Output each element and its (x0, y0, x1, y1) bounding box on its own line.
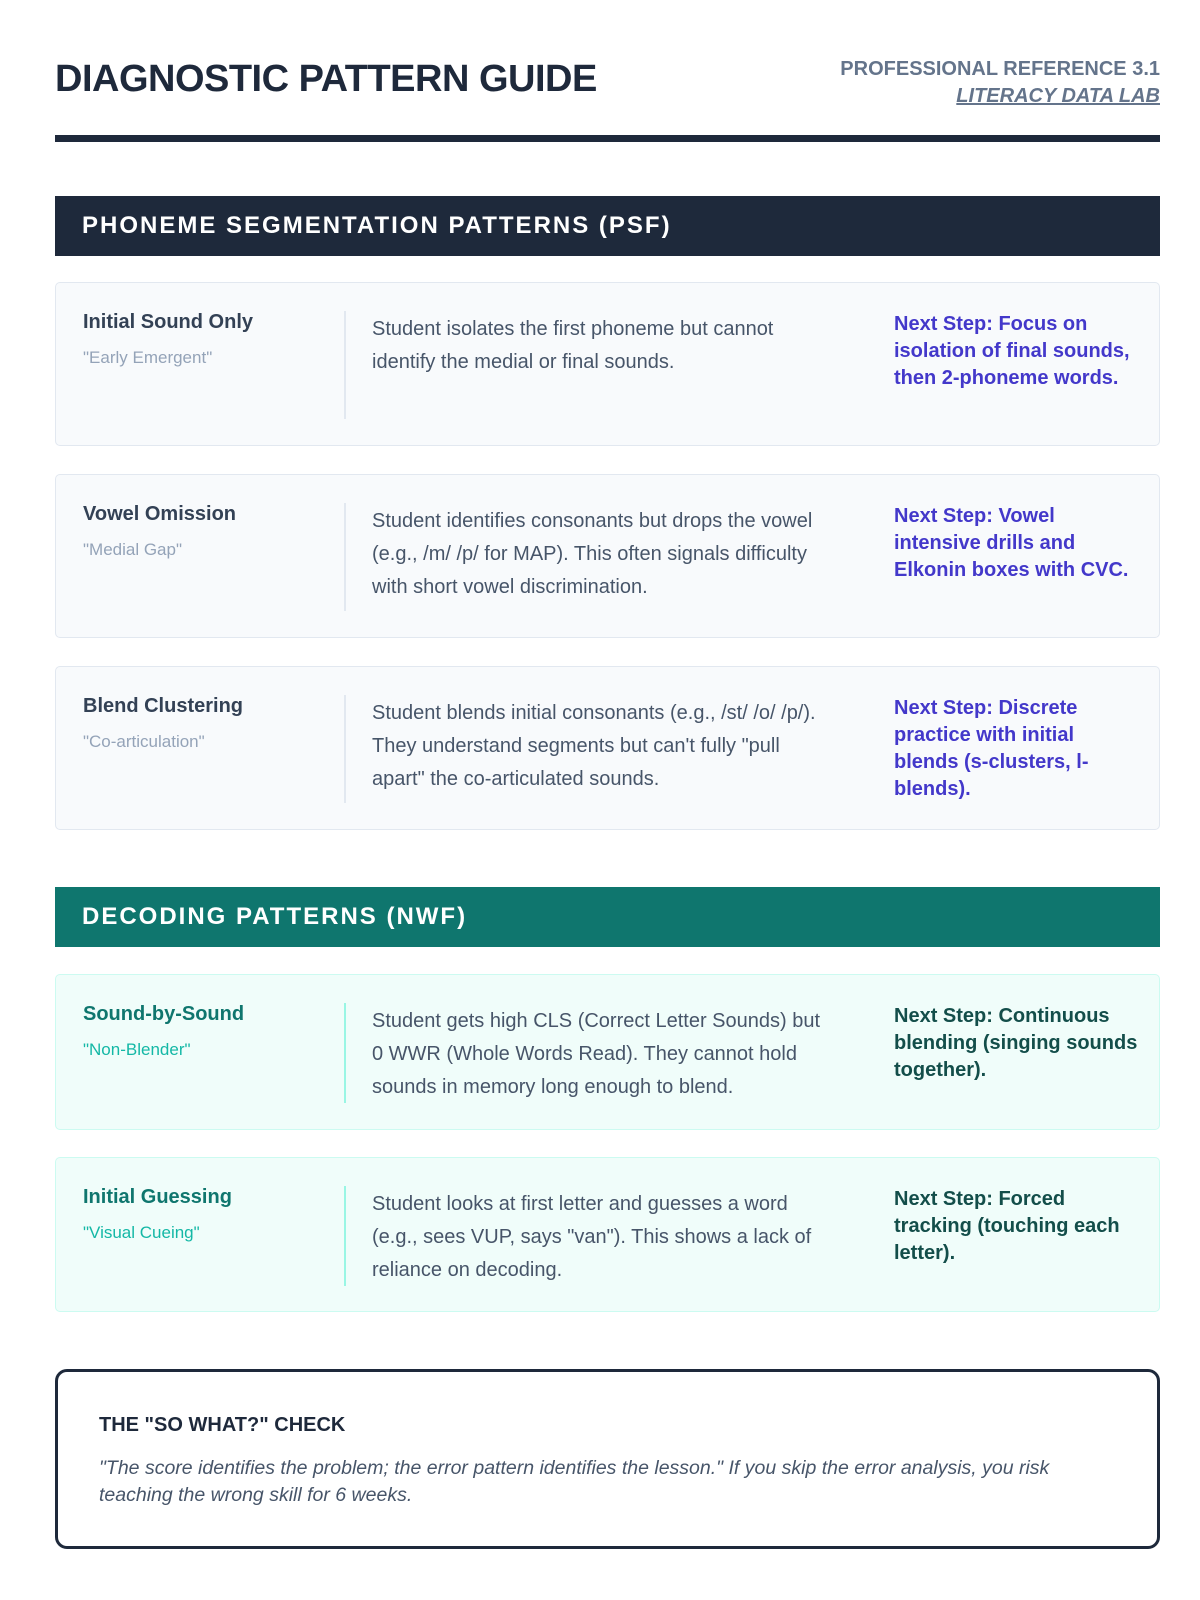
card-divider (344, 695, 346, 803)
callout-body: "The score identifies the problem; the error pattern identifies the lesson." If you skip the error analysis, you risk teaching the wrong skill for 6 weeks. (99, 1457, 1050, 1506)
section-heading-psf: PHONEME SEGMENTATION PATTERNS (PSF) (55, 196, 1160, 256)
pattern-name: Initial Sound Only (83, 311, 253, 333)
pattern-name: Vowel Omission (83, 503, 236, 525)
callout-heading: THE "SO WHAT?" CHECK (99, 1414, 346, 1436)
page-title: DIAGNOSTIC PATTERN GUIDE (55, 58, 597, 100)
pattern-alias: "Visual Cueing" (83, 1223, 200, 1242)
pattern-name: Initial Guessing (83, 1186, 232, 1208)
pattern-card (55, 282, 1160, 446)
so-what-callout (55, 1369, 1160, 1549)
pattern-description: Student gets high CLS (Correct Letter Sounds) but 0 WWR (Whole Words Read). They cannot hold sounds in memory long enough to blend. (372, 1010, 821, 1098)
pattern-card (55, 1157, 1160, 1312)
pattern-description: Student isolates the first phoneme but cannot identify the medial or final sounds. (372, 318, 774, 373)
section-heading-nwf: DECODING PATTERNS (NWF) (55, 887, 1160, 947)
pattern-next-step: Next Step: Discrete practice with initial blends (s-clusters, l-blends). (894, 697, 1089, 800)
reference-version: PROFESSIONAL REFERENCE 3.1 (840, 58, 1160, 80)
pattern-next-step: Next Step: Continuous blending (singing sounds together). (894, 1005, 1138, 1081)
lab-link[interactable]: LITERACY DATA LAB (956, 85, 1160, 107)
pattern-alias: "Early Emergent" (83, 348, 213, 367)
pattern-alias: "Non-Blender" (83, 1040, 191, 1059)
pattern-card (55, 474, 1160, 638)
pattern-name: Blend Clustering (83, 695, 244, 717)
pattern-name: Sound-by-Sound (83, 1003, 245, 1025)
pattern-card (55, 666, 1160, 830)
pattern-alias: "Medial Gap" (83, 540, 183, 559)
card-divider (344, 1003, 346, 1103)
card-divider (344, 311, 346, 419)
reference-block (840, 56, 1160, 110)
pattern-alias: "Co-articulation" (83, 732, 205, 751)
card-divider (344, 503, 346, 611)
page-header (55, 0, 1160, 142)
card-divider (344, 1186, 346, 1286)
pattern-description: Student identifies consonants but drops the vowel (e.g., /m/ /p/ for MAP). This often signals difficulty with short vowel discrimination. (372, 510, 813, 598)
pattern-next-step: Next Step: Vowel intensive drills and Elkonin boxes with CVC. (894, 505, 1129, 581)
pattern-description: Student looks at first letter and guesses a word (e.g., sees VUP, says "van"). This shows a lack of reliance on decoding. (372, 1193, 812, 1281)
pattern-description: Student blends initial consonants (e.g., /st/ /o/ /p/). They understand segments but can't fully "pull apart" the co-articulated sounds. (372, 702, 816, 790)
pattern-next-step: Next Step: Focus on isolation of final sounds, then 2-phoneme words. (894, 313, 1130, 389)
header-divider (55, 135, 1160, 142)
pattern-next-step: Next Step: Forced tracking (touching each letter). (894, 1188, 1120, 1264)
pattern-card (55, 974, 1160, 1130)
